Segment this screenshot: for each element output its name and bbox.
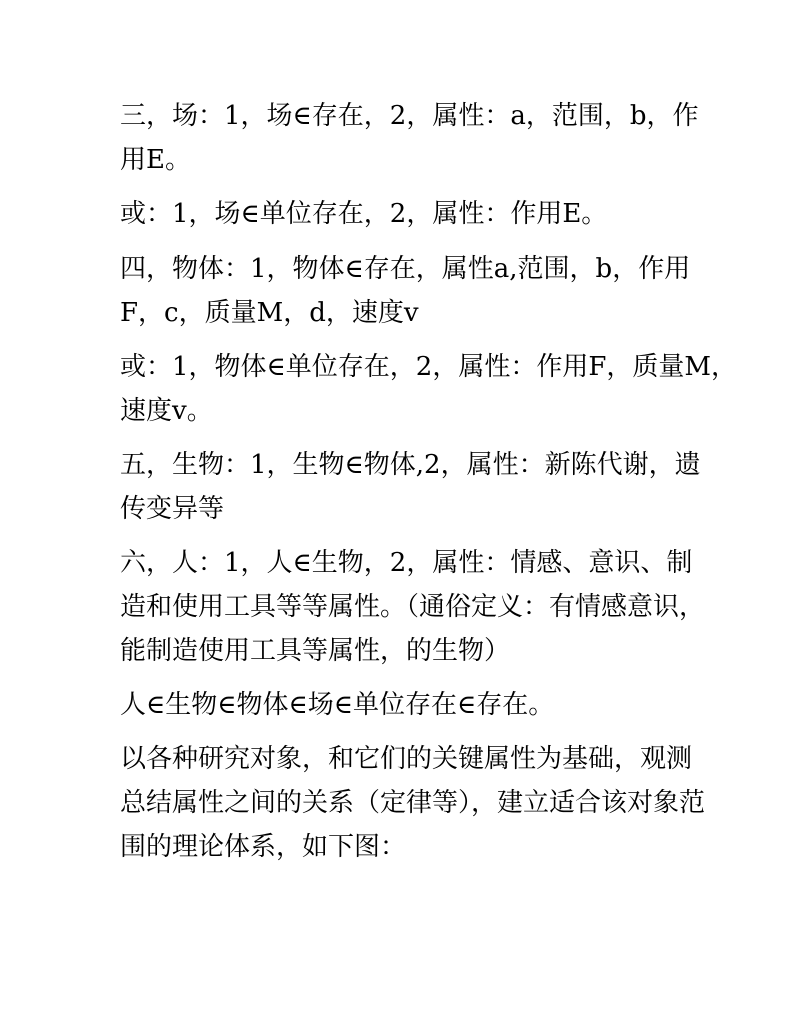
text-line: 传变异等	[120, 494, 225, 524]
text-line: 五，生物：1，生物∈物体,2，属性：新陈代谢，遗	[120, 450, 701, 480]
paragraph-organism	[120, 443, 755, 531]
text-line: 造和使用工具等等属性。（通俗定义：有情感意识，	[120, 592, 706, 622]
text-line: 能制造使用工具等属性，的生物）	[120, 636, 511, 666]
text-line: 总结属性之间的关系（定律等），建立适合该对象范	[120, 788, 706, 818]
paragraph-object	[120, 247, 755, 335]
text-line: 或：1，场∈单位存在，2，属性：作用E。	[120, 199, 608, 229]
text-line: 用E。	[120, 145, 191, 175]
paragraph-field-alt	[120, 192, 755, 236]
paragraph-chain	[120, 683, 755, 727]
text-line: 三，场：1，场∈存在，2，属性：a，范围，b，作	[120, 101, 699, 131]
text-line: 四，物体：1，物体∈存在，属性a,范围，b，作用	[120, 254, 691, 284]
paragraph-theory	[120, 737, 755, 869]
text-line: 人∈生物∈物体∈场∈单位存在∈存在。	[120, 690, 555, 720]
text-line: F，c，质量M，d，速度v	[120, 298, 419, 328]
text-line: 或：1，物体∈单位存在，2，属性：作用F，质量M，	[120, 352, 737, 382]
paragraph-field	[120, 94, 755, 182]
paragraph-object-alt	[120, 345, 755, 433]
text-line: 以各种研究对象，和它们的关键属性为基础，观测	[120, 744, 693, 774]
text-line: 速度v。	[120, 396, 213, 426]
document-page	[120, 94, 755, 869]
text-line: 围的理论体系，如下图：	[120, 832, 407, 862]
paragraph-human	[120, 541, 755, 673]
text-line: 六，人：1，人∈生物，2，属性：情感、意识、制	[120, 548, 693, 578]
